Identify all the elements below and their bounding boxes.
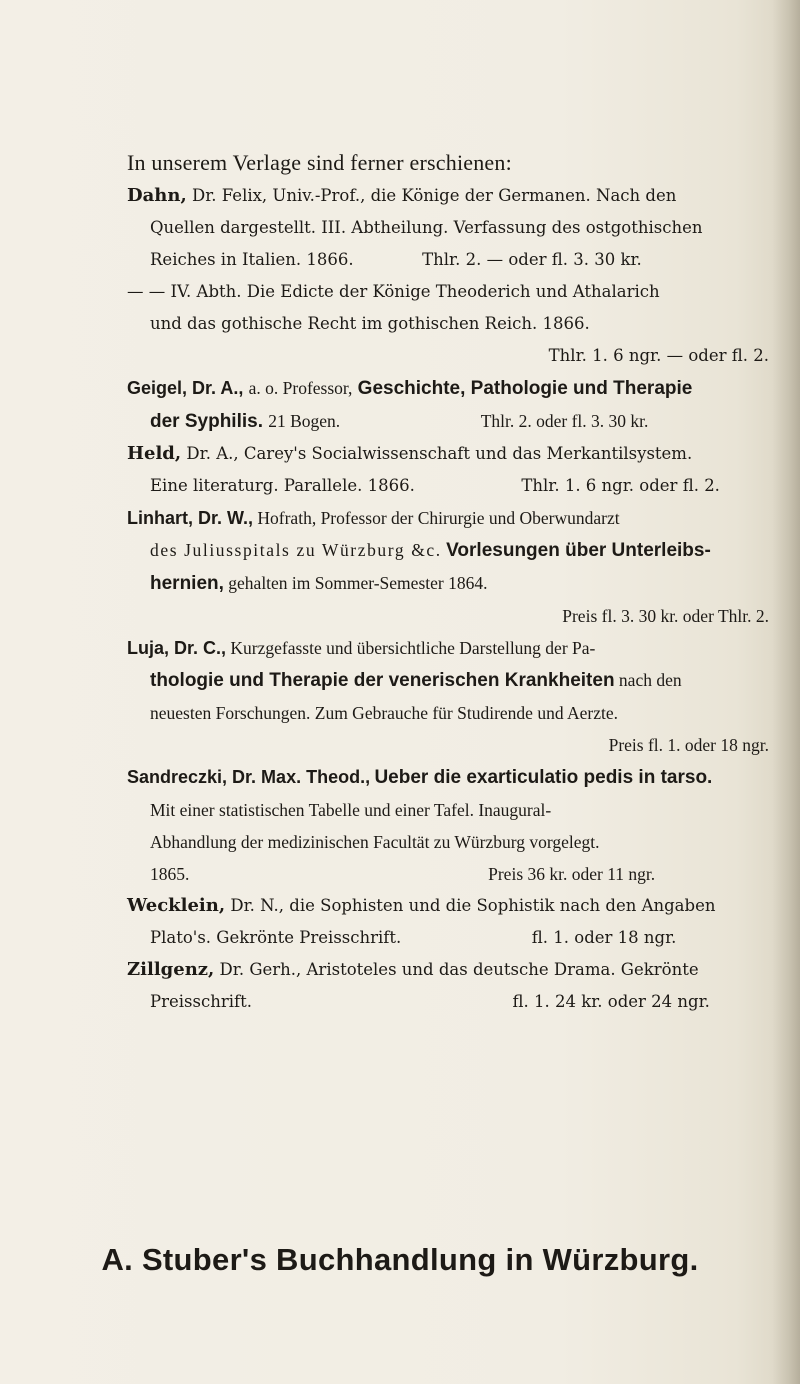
entry-luja [127, 632, 769, 761]
entry-text: Dr. N., die Sophisten und die Sophistik nach den Angaben [230, 896, 716, 915]
entry-title: Vorlesungen über Unterleibs- [446, 540, 711, 561]
entry-text: Dr. A., Carey's Socialwissenschaft und das Merkantilsystem. [186, 444, 693, 463]
entry-price: Thlr. 1. 6 ngr. — oder fl. 2. [548, 346, 769, 365]
entry-author: Zillgenz, [127, 959, 215, 980]
entry-text: Quellen dargestellt. III. Abtheilung. Verfassung des ostgothischen [150, 218, 703, 237]
entry-dahn [127, 180, 769, 372]
entry-author: Luja, Dr. C., [127, 638, 227, 658]
entry-author: Held, [127, 443, 182, 464]
entry-linhart [127, 502, 769, 632]
entry-text: gehalten im Sommer-Semester 1864. [228, 573, 488, 593]
entry-price: Preis 36 kr. oder 11 ngr. [488, 864, 656, 884]
entry-text: Abhandlung der medizinischen Facultät zu Würzburg vorgelegt. [150, 832, 600, 852]
entry-text: des Juliusspitals zu Würzburg &c. [150, 540, 442, 560]
entry-author: Geigel, Dr. A., [127, 378, 244, 398]
entry-text: a. o. Professor, [248, 378, 353, 398]
entry-title: thologie und Therapie der venerischen Krankheiten [150, 670, 615, 691]
entry-text: 1865. [150, 864, 190, 884]
entry-text: — — IV. Abth. Die Edicte der Könige Theoderich und Athalarich [127, 282, 660, 301]
entry-author: Wecklein, [127, 895, 226, 916]
entry-text: 21 Bogen. [268, 411, 341, 431]
entry-price: Thlr. 1. 6 ngr. oder fl. 2. [521, 476, 720, 495]
page-edge-shadow [772, 0, 800, 1384]
entry-text: nach den [618, 670, 682, 690]
entry-title: hernien, [150, 573, 224, 594]
publisher-imprint: A. Stuber's Buchhandlung in Würzburg. [101, 1242, 699, 1277]
entry-sandreczki [127, 761, 769, 890]
entry-text: Hofrath, Professor der Chirurgie und Oberwundarzt [257, 508, 620, 528]
header: In unserem Verlage sind ferner erschienen: [127, 150, 512, 175]
entry-price: Preis fl. 3. 30 kr. oder Thlr. 2. [562, 606, 769, 626]
entry-geigel [127, 372, 769, 438]
entry-price: Thlr. 2. — oder fl. 3. 30 kr. [422, 250, 642, 269]
entry-text: und das gothische Recht im gothischen Reich. 1866. [150, 314, 590, 333]
entry-zillgenz [127, 954, 769, 1018]
entry-author: Dahn, [127, 185, 187, 206]
entry-text: Kurzgefasste und übersichtliche Darstellung der Pa- [230, 638, 596, 658]
entry-text: Reiches in Italien. 1866. [150, 250, 354, 269]
entry-text: Dr. Felix, Univ.-Prof., die Könige der Germanen. Nach den [191, 186, 677, 205]
entry-author: Linhart, Dr. W., [127, 508, 254, 528]
entry-title: Geschichte, Pathologie und Therapie [357, 378, 693, 399]
entry-price: fl. 1. oder 18 ngr. [531, 928, 677, 947]
entry-text: neuesten Forschungen. Zum Gebrauche für Studirende und Aerzte. [150, 703, 618, 723]
entry-price: Preis fl. 1. oder 18 ngr. [608, 735, 769, 755]
entry-held [127, 438, 769, 502]
entry-price: Thlr. 2. oder fl. 3. 30 kr. [480, 411, 649, 431]
entry-text: Preisschrift. [150, 992, 252, 1011]
entry-text: Plato's. Gekrönte Preisschrift. [150, 928, 402, 947]
entry-wecklein [127, 890, 769, 954]
entry-title: der Syphilis. [150, 411, 263, 432]
entry-title: Ueber die exarticulatio pedis in tarso. [374, 767, 713, 788]
entry-text: Eine literaturg. Parallele. 1866. [150, 476, 415, 495]
entry-text: Mit einer statistischen Tabelle und einer Tafel. Inaugural- [150, 800, 552, 820]
entry-author: Sandreczki, Dr. Max. Theod., [127, 767, 371, 787]
entry-price: fl. 1. 24 kr. oder 24 ngr. [512, 992, 710, 1011]
entry-list [127, 180, 769, 1018]
entry-text: Dr. Gerh., Aristoteles und das deutsche Drama. Gekrönte [219, 960, 699, 979]
